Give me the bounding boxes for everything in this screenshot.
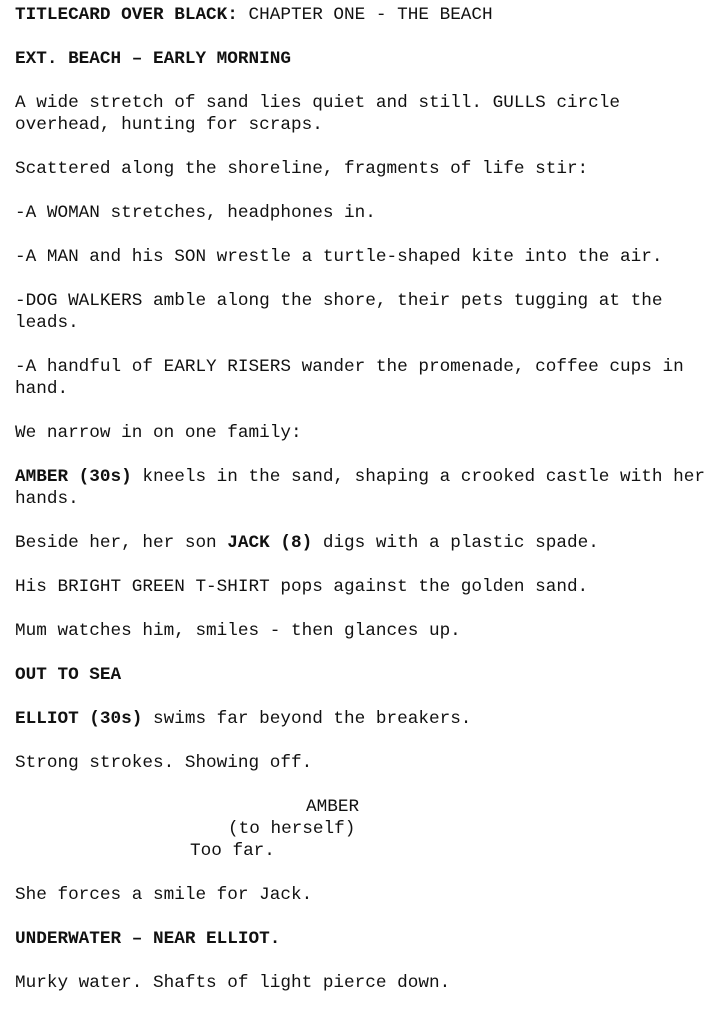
scene-heading-beach: EXT. BEACH – EARLY MORNING: [15, 49, 291, 69]
title-card: [15, 4, 715, 26]
character-name-elliot: ELLIOT (30s): [15, 709, 143, 729]
action-family: We narrow in on one family:: [15, 423, 302, 443]
action-strong-strokes: Strong strokes. Showing off.: [15, 753, 313, 773]
dialogue-character: AMBER: [306, 797, 360, 817]
action-tshirt: His BRIGHT GREEN T-SHIRT pops against the golden sand.: [15, 577, 589, 597]
action-early-risers: -A handful of EARLY RISERS wander the promenade, coffee cups in hand.: [15, 357, 695, 399]
action-elliot-intro: ELLIOT (30s) swims far beyond the breakers.: [15, 709, 472, 729]
title-card-text: CHAPTER ONE - THE BEACH: [237, 5, 493, 25]
scene-heading-underwater: UNDERWATER – NEAR ELLIOT.: [15, 929, 281, 949]
action-jack-intro: Beside her, her son JACK (8) digs with a plastic spade.: [15, 533, 599, 553]
action-man-son: -A MAN and his SON wrestle a turtle-shaped kite into the air.: [15, 247, 663, 267]
dialogue-line: Too far.: [190, 841, 275, 861]
action-amber-intro: AMBER (30s) kneels in the sand, shaping a crooked castle with her hands.: [15, 467, 716, 509]
action-murky-water: Murky water. Shafts of light pierce down.: [15, 973, 451, 993]
title-card-label: TITLECARD OVER BLACK:: [15, 5, 238, 25]
character-name-jack: JACK (8): [227, 533, 313, 553]
screenplay-page: [15, 4, 715, 1016]
action-wide-stretch: A wide stretch of sand lies quiet and still. GULLS circle overhead, hunting for scraps.: [15, 93, 631, 135]
scene-heading-out-to-sea: OUT TO SEA: [15, 665, 122, 685]
action-forces-smile: She forces a smile for Jack.: [15, 885, 313, 905]
action-mum-watches: Mum watches him, smiles - then glances up.: [15, 621, 461, 641]
character-name-amber: AMBER (30s): [15, 467, 132, 487]
dialogue-parenthetical: (to herself): [228, 819, 356, 839]
dialogue-block-amber: [15, 796, 715, 862]
action-dog-walkers: -DOG WALKERS amble along the shore, their pets tugging at the leads.: [15, 291, 674, 333]
action-scattered: Scattered along the shoreline, fragments of life stir:: [15, 159, 589, 179]
action-woman: -A WOMAN stretches, headphones in.: [15, 203, 376, 223]
